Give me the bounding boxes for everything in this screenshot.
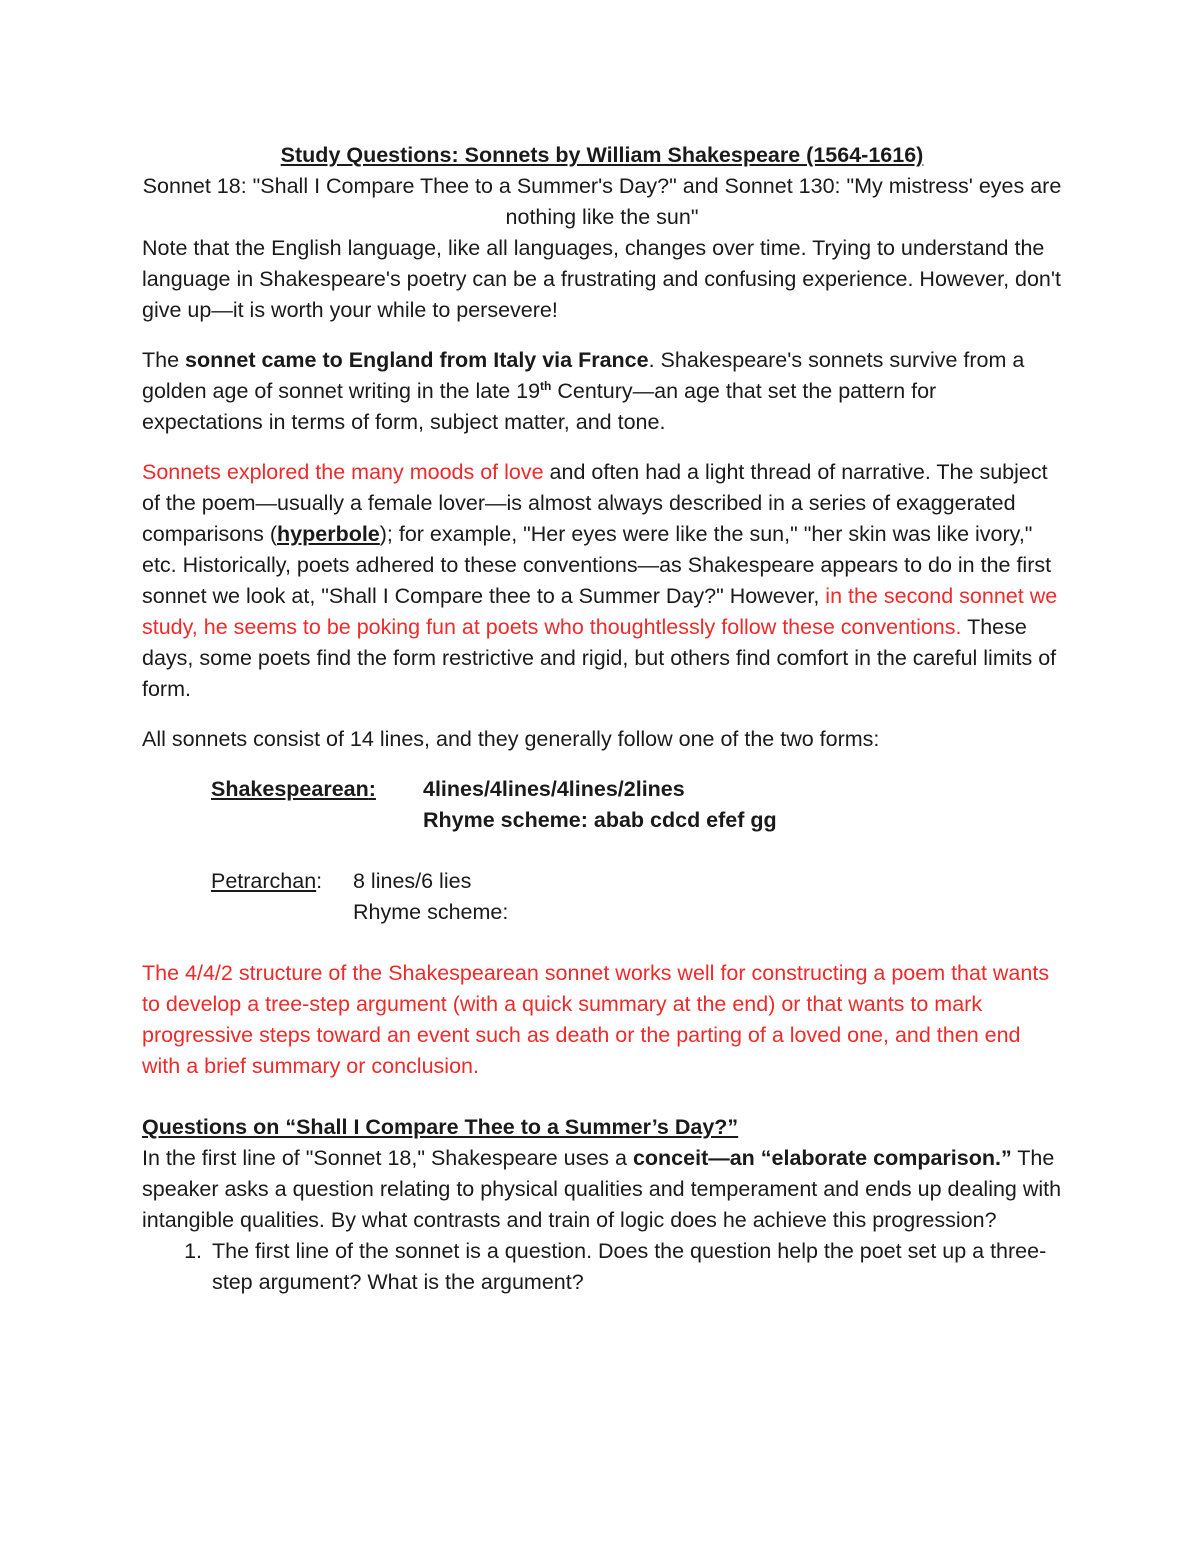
list-number: 1. [184,1239,202,1263]
conceit-term: conceit—an “elaborate comparison.” [632,1146,1012,1170]
document-subtitle: Sonnet 18: "Shall I Compare Thee to a Summer's Day?" and Sonnet 130: "My mistress' eyes are nothing like the sun" [142,174,1062,229]
text-span: Century—an age that set the pattern for expectations in terms of form, subject matter, and tone. [142,379,937,434]
red-highlight: in the second sonnet we study, he seems to be poking fun at poets who thoughtlessly follow these conventions. [142,584,1058,639]
shakespearean-label: Shakespearean: [211,777,376,801]
shakespearean-lines: 4lines/4lines/4lines/2lines [423,777,685,801]
document-title: Study Questions: Sonnets by William Shakespeare (1564-1616) [280,143,924,167]
structure-paragraph: The 4/4/2 structure of the Shakespearean sonnet works well for constructing a poem that wants to develop a tree-step argument (with a quick summary at the end) or that wants to mark progressive steps toward an event such as death or the parting of a loved one, and then end with a brief summary or conclusion. [142,961,1050,1078]
document-page [142,140,1062,1298]
petrarchan-label: Petrarchan: [211,869,323,893]
list-text: The first line of the sonnet is a question. Does the question help the poet set up a three-step argument? What is the argument? [212,1239,1047,1294]
superscript: th [540,378,552,393]
questions-heading: Questions on “Shall I Compare Thee to a Summer’s Day?” [142,1115,739,1139]
hyperbole-term: hyperbole [277,522,380,546]
bold-phrase: sonnet came to England from Italy via France [185,348,649,372]
list-item [142,1236,1062,1298]
question-list [142,1236,1062,1298]
text-span: The speaker asks a question relating to physical qualities and temperament and ends up dealing with intangible qualities. By what contrasts and train of logic does he achieve this progression? [142,1146,1062,1232]
petrarchan-lines: 8 lines/6 lies [353,869,472,893]
text-span: These days, some poets find the form restrictive and rigid, but others find comfort in the careful limits of form. [142,615,1057,701]
text-span: and often had a light thread of narrative. The subject of the poem—usually a female lover—is almost always described in a series of exaggerated comparisons ( [142,460,1048,546]
text-span: In the first line of "Sonnet 18," Shakespeare uses a [142,1146,633,1170]
shakespearean-rhyme: Rhyme scheme: abab cdcd efef gg [423,808,777,832]
sonnet-history-paragraph [142,345,1062,438]
text-span: . Shakespeare's sonnets survive from a golden age of sonnet writing in the late 19 [142,348,1025,403]
petrarchan-form [211,866,1062,928]
sonnet-moods-paragraph [142,457,1062,705]
questions-intro [142,1143,1062,1236]
intro-paragraph: Note that the English language, like all languages, changes over time. Trying to understand the language in Shakespeare's poetry can be a frustrating and confusing experience. However, don't give up—it is worth your while to persevere! [142,236,1061,322]
petrarchan-rhyme: Rhyme scheme: [353,900,509,924]
forms-intro-paragraph: All sonnets consist of 14 lines, and they generally follow one of the two forms: [142,727,880,751]
text-span: The [142,348,186,372]
text-span: ); for example, "Her eyes were like the sun," "her skin was like ivory," etc. Historically, poets adhered to these conventions—as Shakespeare appears to do in the first sonnet we look at, "Shall I Compare thee to a Summer Day?" However, [142,522,1052,608]
red-highlight: Sonnets explored the many moods of love [142,460,544,484]
shakespearean-form [211,774,1062,836]
